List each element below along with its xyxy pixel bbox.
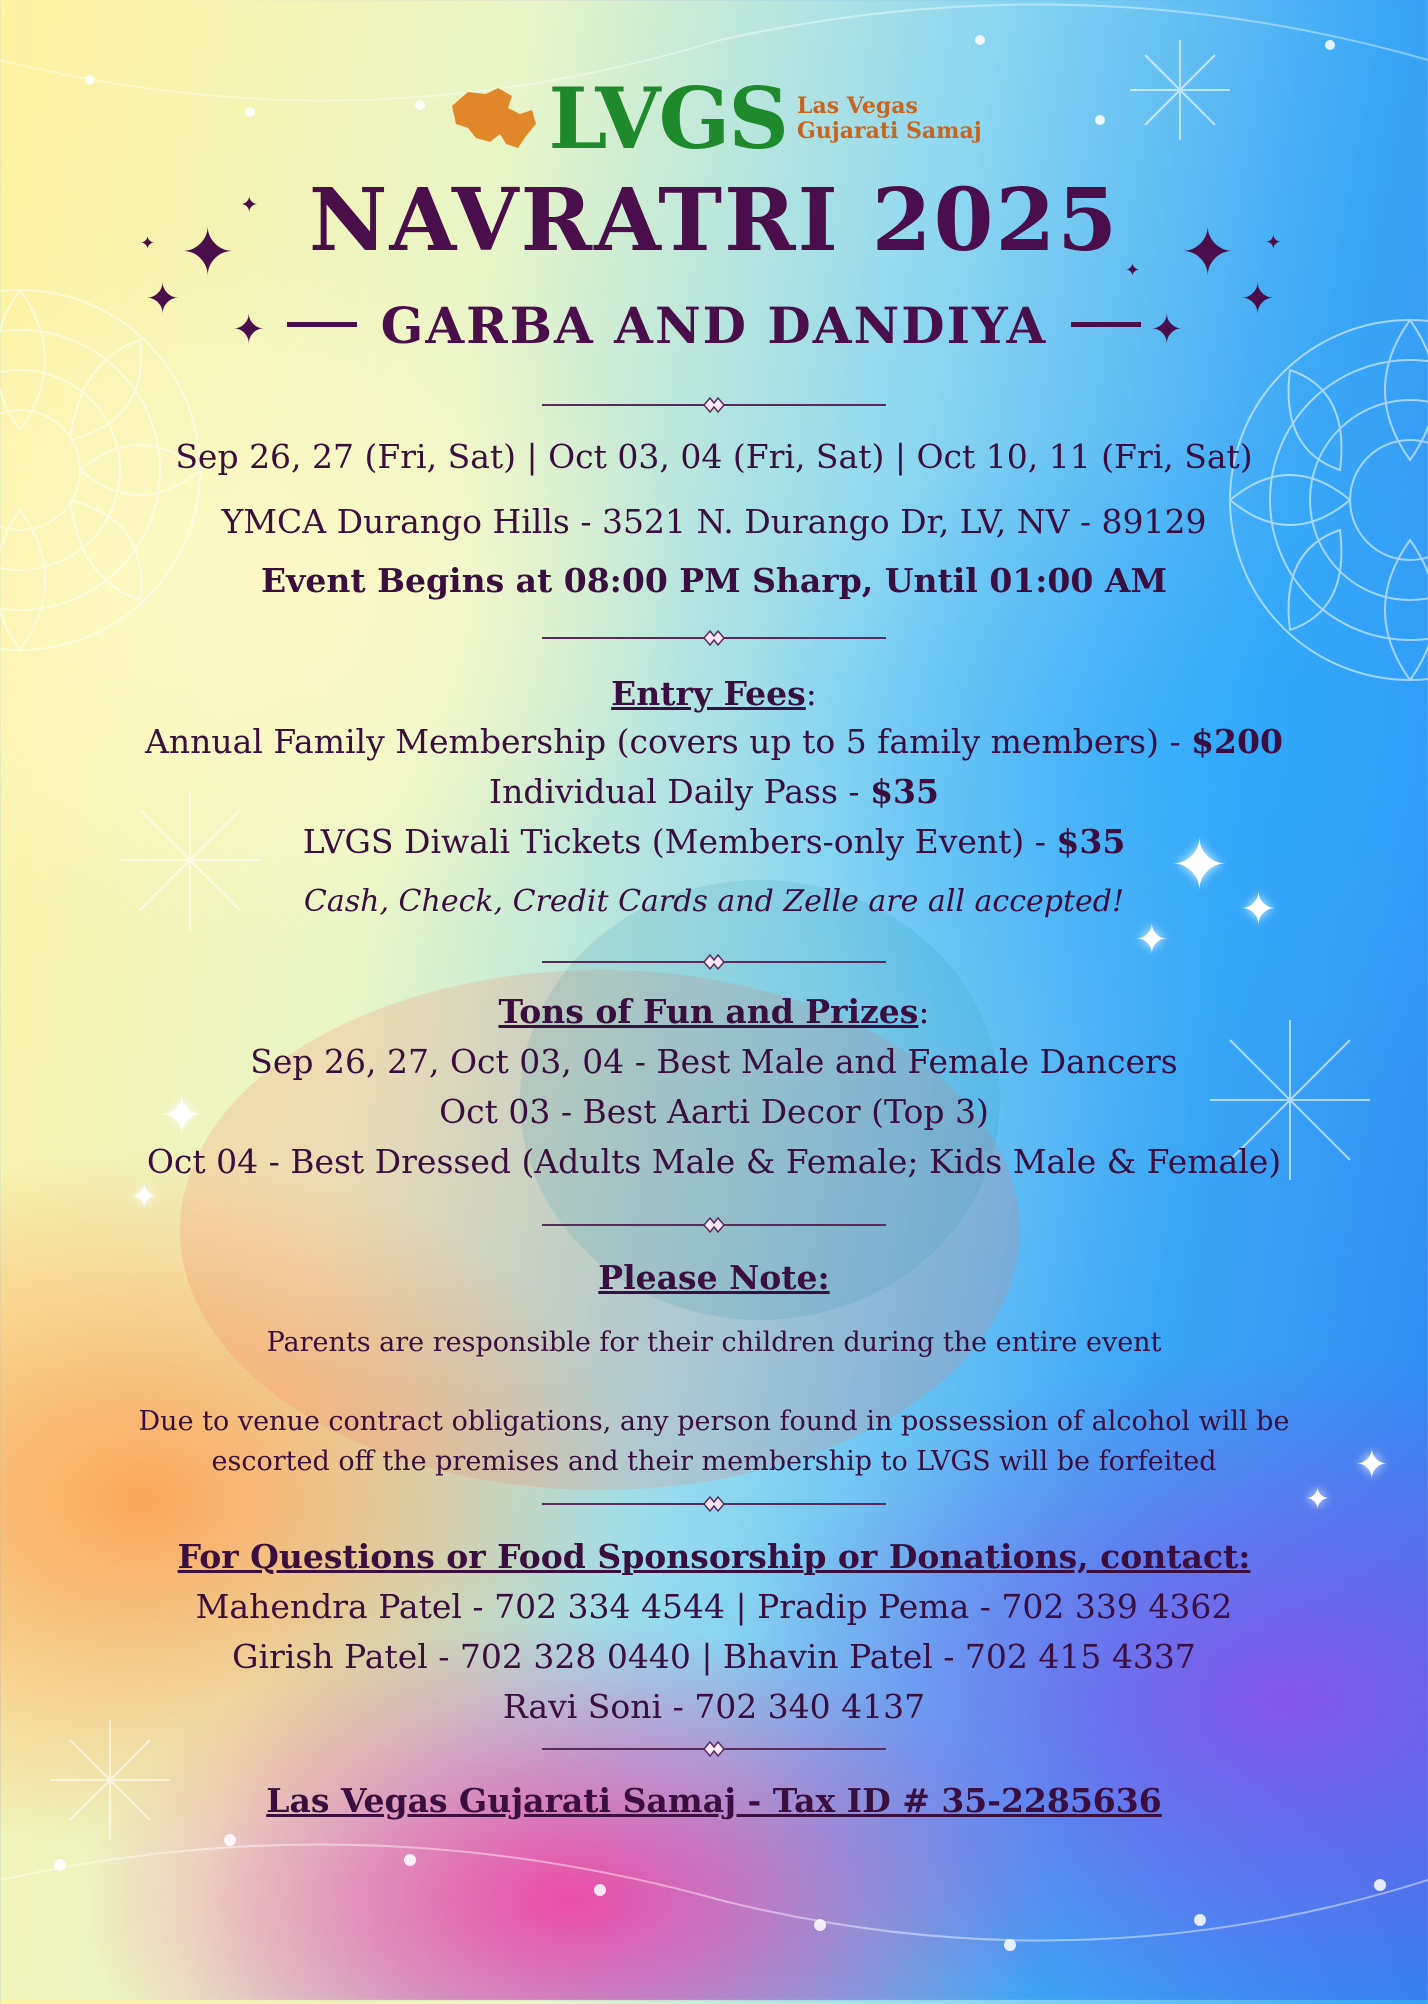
sparkle-icon: ✦ <box>1265 230 1282 254</box>
diamond-ornament-icon <box>702 1216 726 1234</box>
event-dates: Sep 26, 27 (Fri, Sat) | Oct 03, 04 (Fri, Sat) | Oct 10, 11 (Fri, Sat) <box>175 437 1253 476</box>
dash-right <box>1071 322 1141 327</box>
diamond-ornament-icon <box>702 396 726 414</box>
logo <box>0 69 1428 168</box>
prize-item: Oct 04 - Best Dressed (Adults Male & Female; Kids Male & Female) <box>146 1142 1282 1181</box>
fees-heading-colon: : <box>805 674 817 713</box>
glow-star-icon: ✦ <box>130 1177 159 1217</box>
fee-item <box>0 767 1428 817</box>
glow-star-icon: ✦ <box>1240 884 1277 935</box>
contact-heading: For Questions or Food Sponsorship or Donations, contact: <box>177 1537 1251 1576</box>
sparkle-icon: ✦ <box>240 193 259 218</box>
prizes-heading-text: Tons of Fun and Prizes <box>498 992 919 1031</box>
prizes-heading-colon: : <box>918 992 930 1031</box>
fee-label: LVGS Diwali Tickets (Members-only Event) - <box>302 822 1057 861</box>
ornament-divider <box>542 1494 886 1514</box>
contact-line: Ravi Soni - 702 340 4137 <box>502 1687 926 1726</box>
diamond-ornament-icon <box>702 1740 726 1758</box>
page-title: NAVRATRI 2025 <box>308 170 1120 271</box>
event-venue: YMCA Durango Hills - 3521 N. Durango Dr, LV, NV - 89129 <box>221 502 1207 541</box>
fee-item <box>0 717 1428 767</box>
fees-heading <box>0 669 1428 719</box>
page-subtitle <box>0 296 1428 355</box>
payment-note: Cash, Check, Credit Cards and Zelle are all accepted! <box>303 884 1125 919</box>
sparkle-icon: ✦ <box>145 274 181 323</box>
note-line: escorted off the premises and their membership to LVGS will be forfeited <box>211 1446 1217 1477</box>
prize-item: Sep 26, 27, Oct 03, 04 - Best Male and Female Dancers <box>250 1042 1178 1081</box>
sparkle-icon: ✦ <box>1125 260 1141 281</box>
glow-star-icon: ✦ <box>1305 1482 1331 1517</box>
glow-star-icon: ✦ <box>160 1086 204 1146</box>
fee-price: $35 <box>870 772 939 811</box>
diamond-ornament-icon <box>702 629 726 647</box>
prizes-heading <box>0 987 1428 1037</box>
contact-line: Mahendra Patel - 702 334 4544 | Pradip Pema - 702 339 4362 <box>195 1587 1233 1626</box>
sparkle-icon: ✦ <box>232 307 266 353</box>
logo-subtitle-line2: Gujarati Samaj <box>797 118 982 144</box>
glow-star-icon: ✦ <box>1135 917 1169 963</box>
tax-id-line: Las Vegas Gujarati Samaj - Tax ID # 35-2285636 <box>266 1781 1162 1820</box>
prize-item: Oct 03 - Best Aarti Decor (Top 3) <box>439 1092 989 1131</box>
logo-mark: LVGS <box>548 69 787 168</box>
ornament-divider <box>542 395 886 415</box>
fee-price: $35 <box>1056 822 1126 861</box>
note-heading: Please Note: <box>598 1258 830 1297</box>
glow-star-icon: ✦ <box>1170 824 1229 906</box>
note-line: Due to venue contract obligations, any person found in possession of alcohol will be <box>138 1406 1290 1437</box>
ornament-divider <box>542 628 886 648</box>
event-time: Event Begins at 08:00 PM Sharp, Until 01:00 AM <box>261 561 1167 600</box>
fee-label: Annual Family Membership (covers up to 5 family members) - <box>145 722 1192 761</box>
logo-subtitle-line1: Las Vegas <box>797 93 918 119</box>
note-line: Parents are responsible for their children during the entire event <box>266 1327 1162 1358</box>
diamond-ornament-icon <box>702 953 726 971</box>
ornament-divider <box>542 952 886 972</box>
fees-heading-text: Entry Fees <box>611 674 806 713</box>
contact-line: Girish Patel - 702 328 0440 | Bhavin Patel - 702 415 4337 <box>232 1637 1196 1676</box>
sparkle-icon: ✦ <box>1240 274 1276 323</box>
ornament-divider <box>542 1739 886 1759</box>
subtitle-text: GARBA AND DANDIYA <box>380 296 1048 355</box>
fee-item <box>0 817 1428 867</box>
sparkle-icon: ✦ <box>1150 307 1184 353</box>
sparkle-icon: ✦ <box>180 214 236 291</box>
sparkle-icon: ✦ <box>140 233 156 254</box>
sparkle-icon: ✦ <box>1180 214 1236 291</box>
fee-label: Individual Daily Pass - <box>489 772 871 811</box>
ornament-divider <box>542 1215 886 1235</box>
gujarat-map-icon <box>446 84 538 154</box>
glow-star-icon: ✦ <box>1355 1442 1389 1488</box>
dash-left <box>287 322 357 327</box>
fee-price: $200 <box>1191 722 1283 761</box>
diamond-ornament-icon <box>702 1495 726 1513</box>
